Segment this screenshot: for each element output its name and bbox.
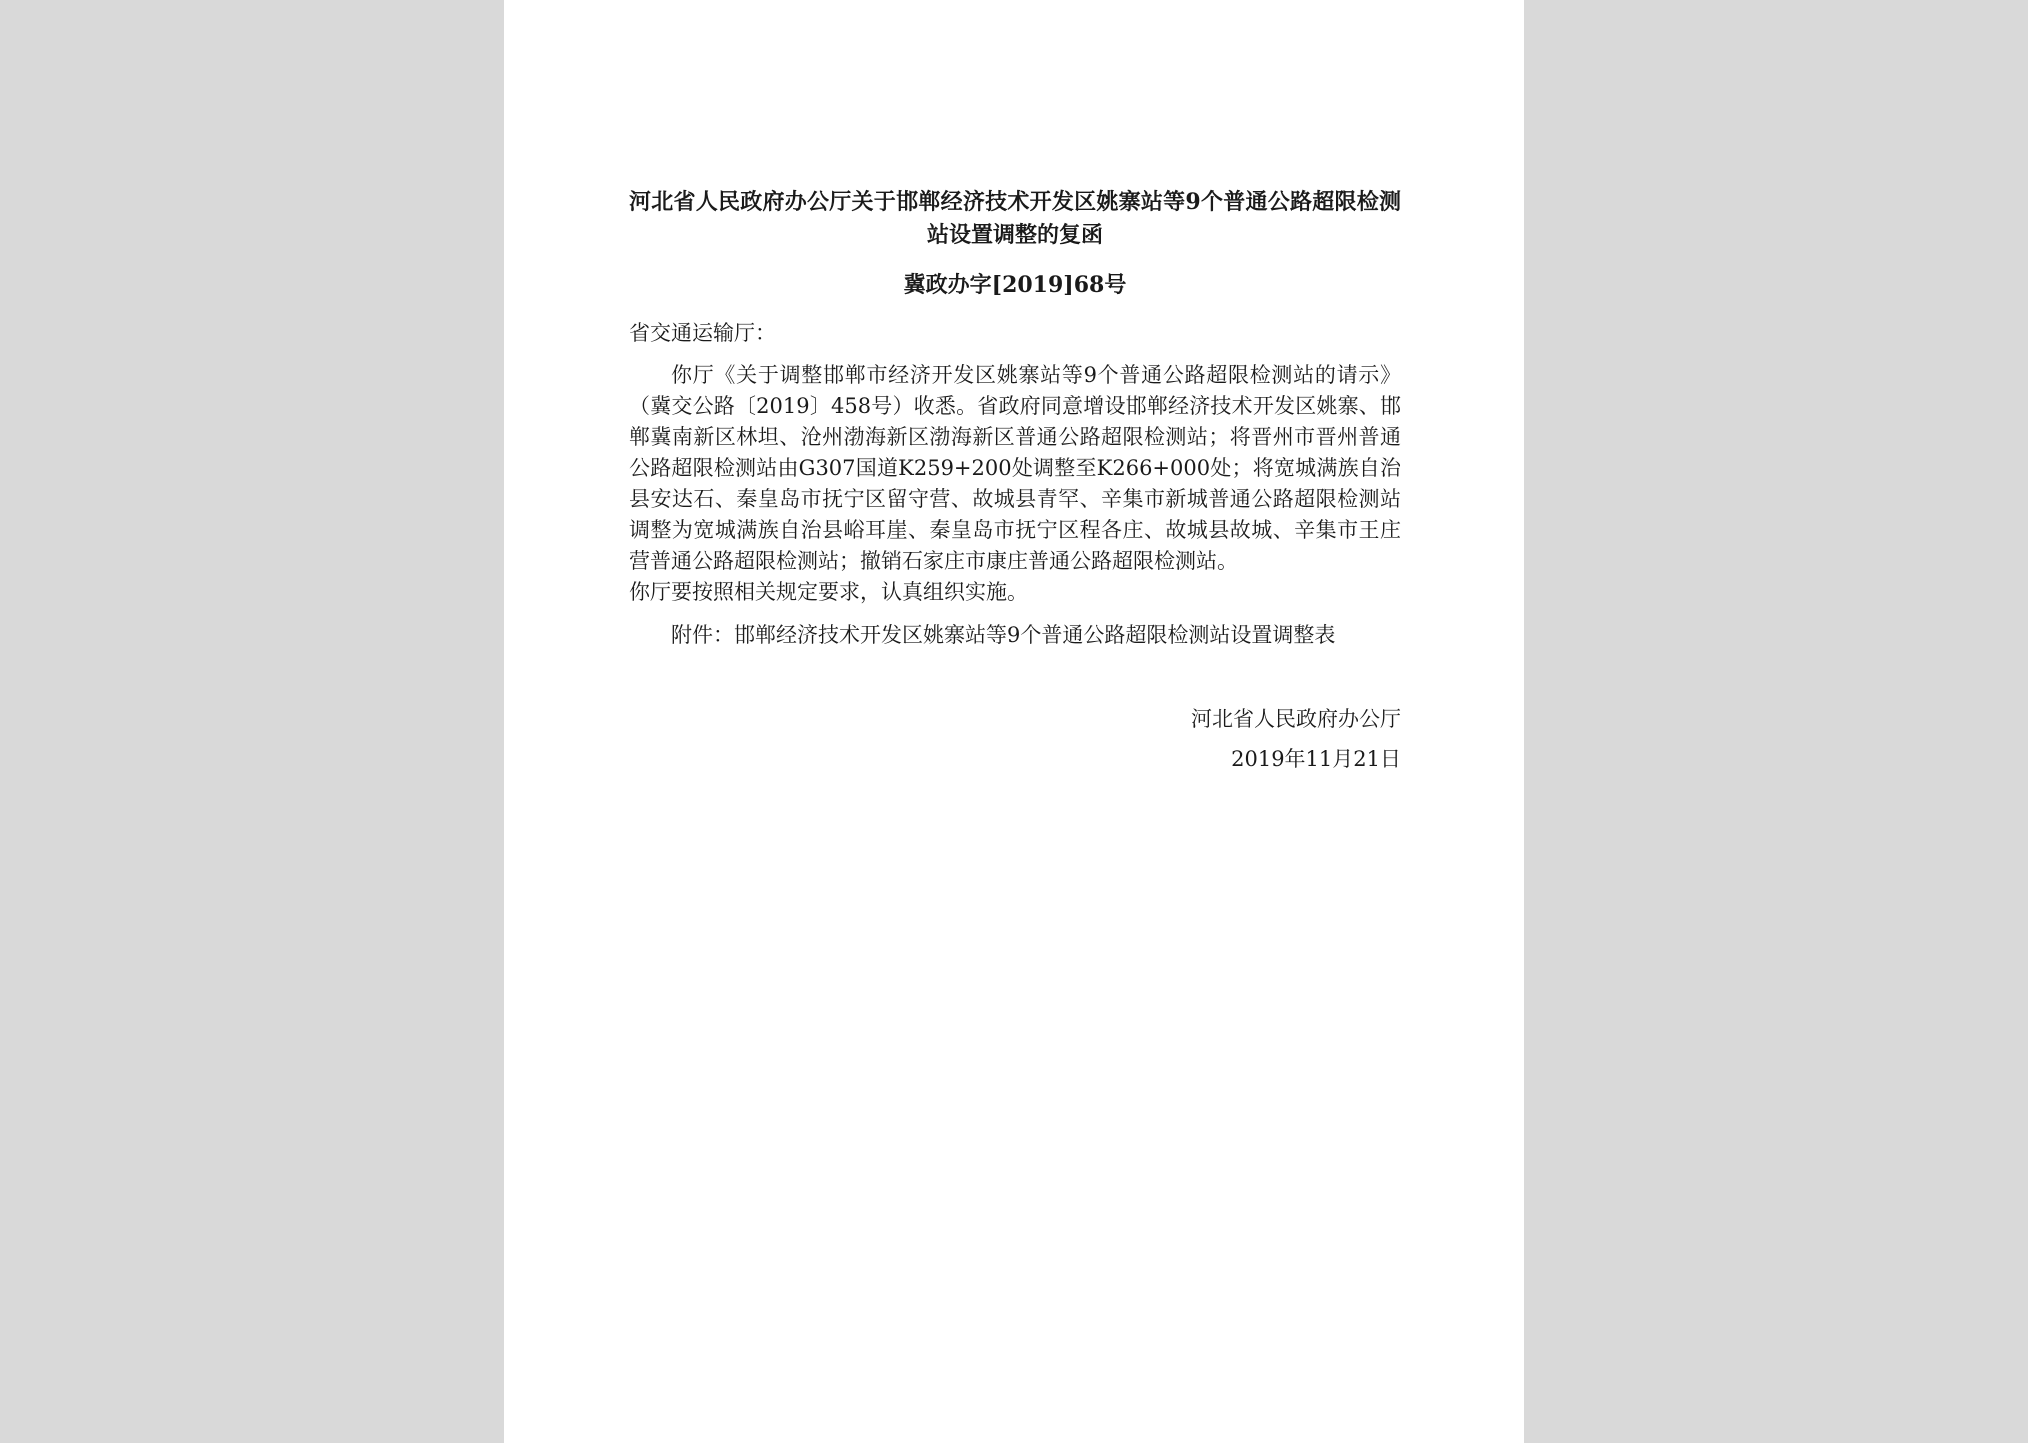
body-paragraph-closing: 你厅要按照相关规定要求，认真组织实施。 xyxy=(629,580,1028,604)
issuer-name: 河北省人民政府办公厅 xyxy=(1191,707,1401,731)
document-number: 冀政办字[2019]68号 xyxy=(903,272,1127,298)
document-title: 河北省人民政府办公厅关于邯郸经济技术开发区姚寨站等9个普通公路超限检测站设置调整的复函 xyxy=(629,189,1401,248)
body-paragraph: 你厅《关于调整邯郸市经济开发区姚寨站等9个普通公路超限检测站的请示》（冀交公路〔2019〕458号）收悉。省政府同意增设邯郸经济技术开发区姚寨、邯郸冀南新区林坦、沧州渤海新区渤海新区普通公路超限检测站；将晋州市晋州普通公路超限检测站由G307国道K259+200处调整至K266+000处；将宽城满族自治县安达石、秦皇岛市抚宁区留守营、故城县青罕、辛集市新城普通公路超限检测站调整为宽城满族自治县峪耳崖、秦皇岛市抚宁区程各庄、故城县故城、辛集市王庄营普通公路超限检测站；撤销石家庄市康庄普通公路超限检测站。 xyxy=(629,363,1401,573)
signature-block xyxy=(629,699,1401,779)
attachment-note: 附件：邯郸经济技术开发区姚寨站等9个普通公路超限检测站设置调整表 xyxy=(671,623,1336,647)
document-page xyxy=(504,0,1524,1443)
document-content xyxy=(629,186,1401,779)
salutation: 省交通运输厅： xyxy=(629,321,776,345)
issue-date: 2019年11月21日 xyxy=(1231,747,1401,771)
